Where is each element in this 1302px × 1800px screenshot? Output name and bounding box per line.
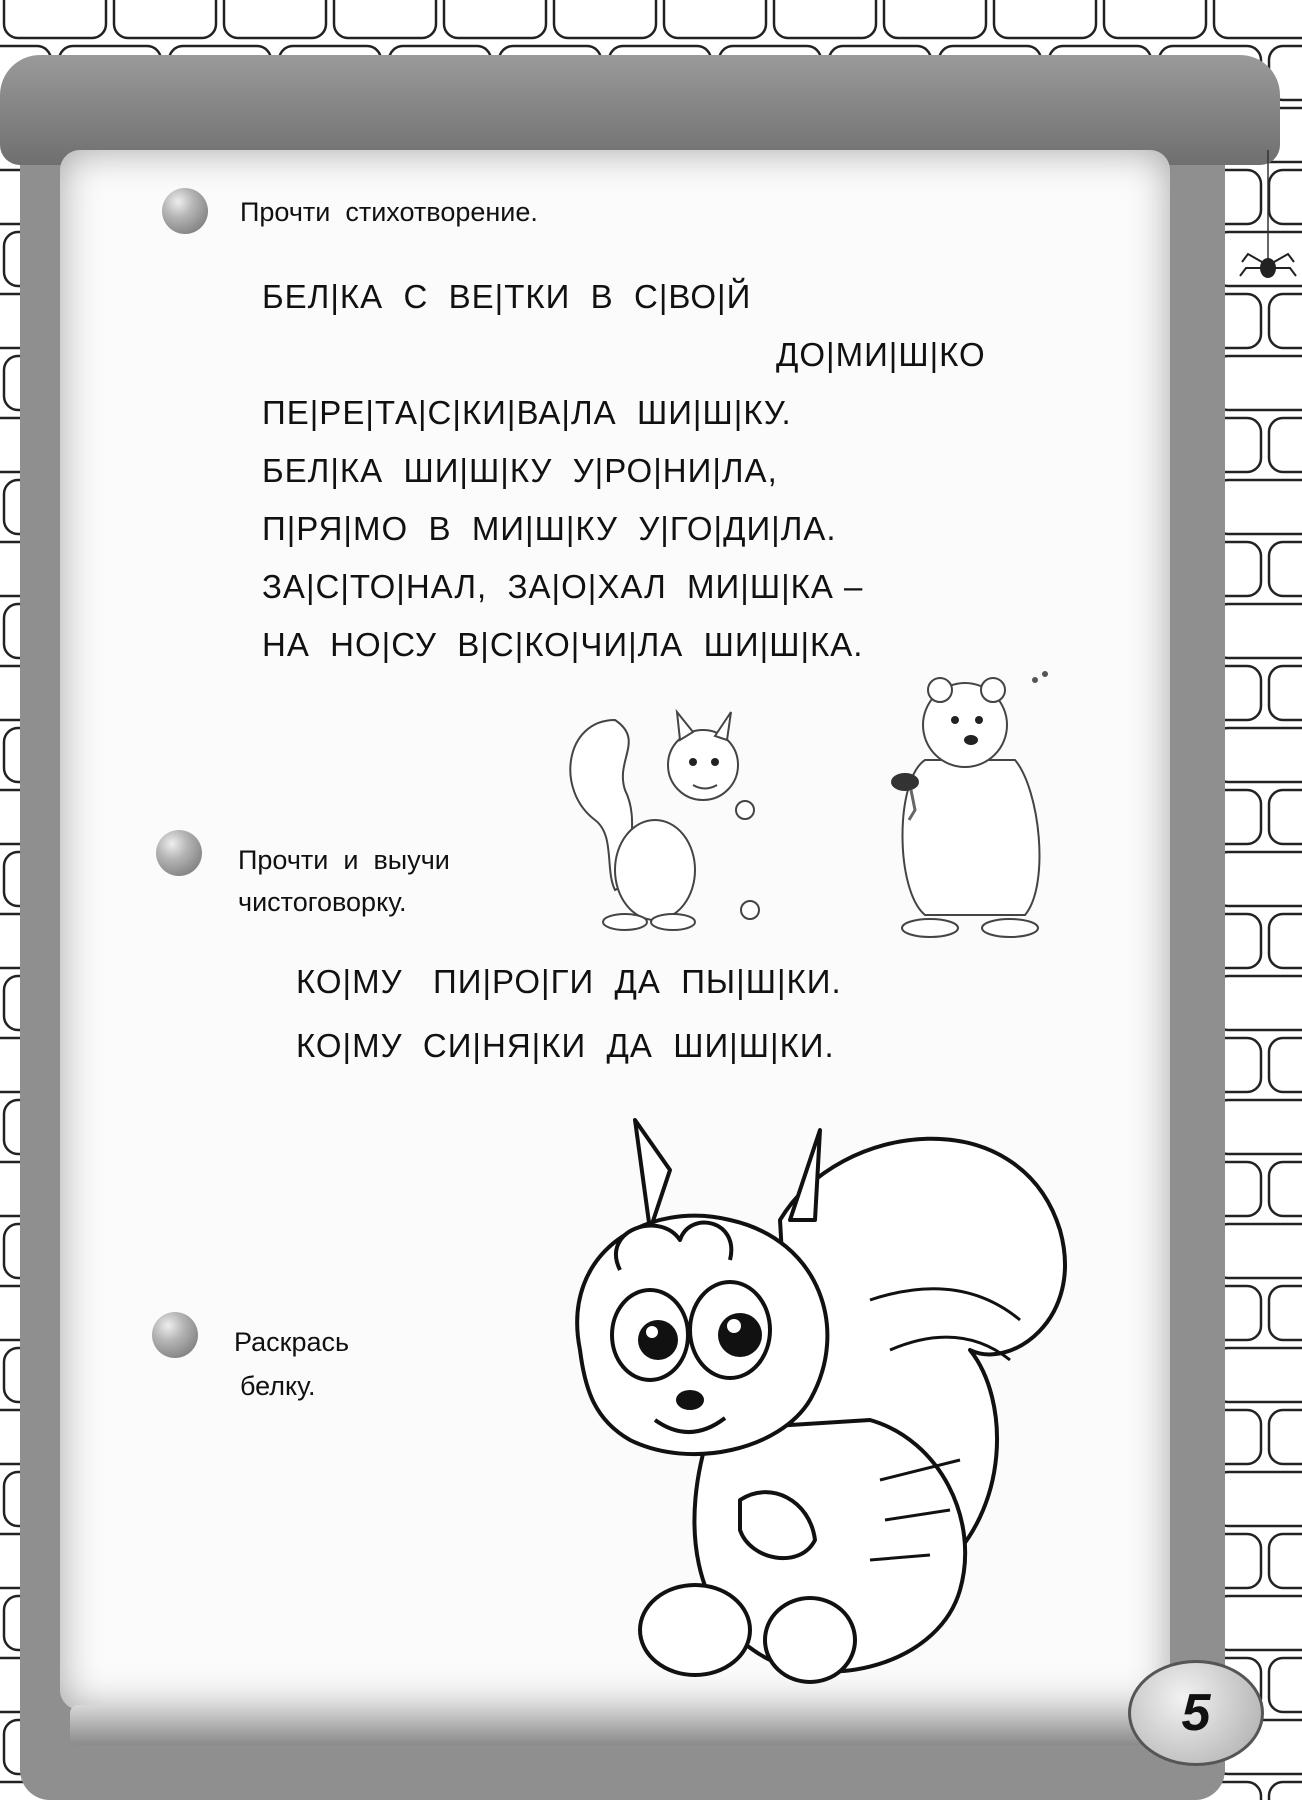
task-3-instruction-line-2: белку. [240, 1371, 316, 1401]
scroll-top-roll [0, 55, 1280, 165]
poem-line-1: БЕЛ|КА С ВЕ|ТКИ В С|ВО|Й [262, 278, 752, 315]
poem [262, 268, 986, 674]
poem-line-7: НА НО|СУ В|С|КО|ЧИ|ЛА ШИ|Ш|КА. [262, 626, 864, 663]
task-1-instruction: Прочти стихотворение. [240, 197, 538, 227]
bullet-ball-icon [152, 1312, 198, 1358]
task-3-instruction-line-1: Раскрась [234, 1327, 350, 1357]
poem-line-6: ЗА|С|ТО|НАЛ, ЗА|О|ХАЛ МИ|Ш|КА – [262, 568, 864, 605]
poem-line-2: ДО|МИ|Ш|КО [776, 336, 986, 373]
bullet-ball-icon [162, 188, 208, 234]
tongue-twister [296, 950, 842, 1078]
squirrel-illustration [555, 700, 775, 940]
task-2-instruction-line-1: Прочти и выучи [238, 845, 450, 875]
squirrel-coloring-outline[interactable] [540, 1100, 1080, 1690]
spider-icon [1238, 150, 1298, 300]
task-2-instruction-line-2: чистоговорку. [238, 887, 407, 917]
tongue-twister-line-1: КО|МУ ПИ|РО|ГИ ДА ПЫ|Ш|КИ. [296, 963, 842, 1000]
poem-line-4: БЕЛ|КА ШИ|Ш|КУ У|РО|НИ|ЛА, [262, 452, 778, 489]
poem-line-5: П|РЯ|МО В МИ|Ш|КУ У|ГО|ДИ|ЛА. [262, 510, 837, 547]
bullet-ball-icon [156, 830, 202, 876]
poem-line-3: ПЕ|РЕ|ТА|С|КИ|ВА|ЛА ШИ|Ш|КУ. [262, 394, 792, 431]
scroll-bottom-roll [70, 1705, 1170, 1745]
bear-illustration [865, 670, 1085, 940]
page-number: 5 [1128, 1660, 1264, 1766]
tongue-twister-line-2: КО|МУ СИ|НЯ|КИ ДА ШИ|Ш|КИ. [296, 1027, 835, 1064]
